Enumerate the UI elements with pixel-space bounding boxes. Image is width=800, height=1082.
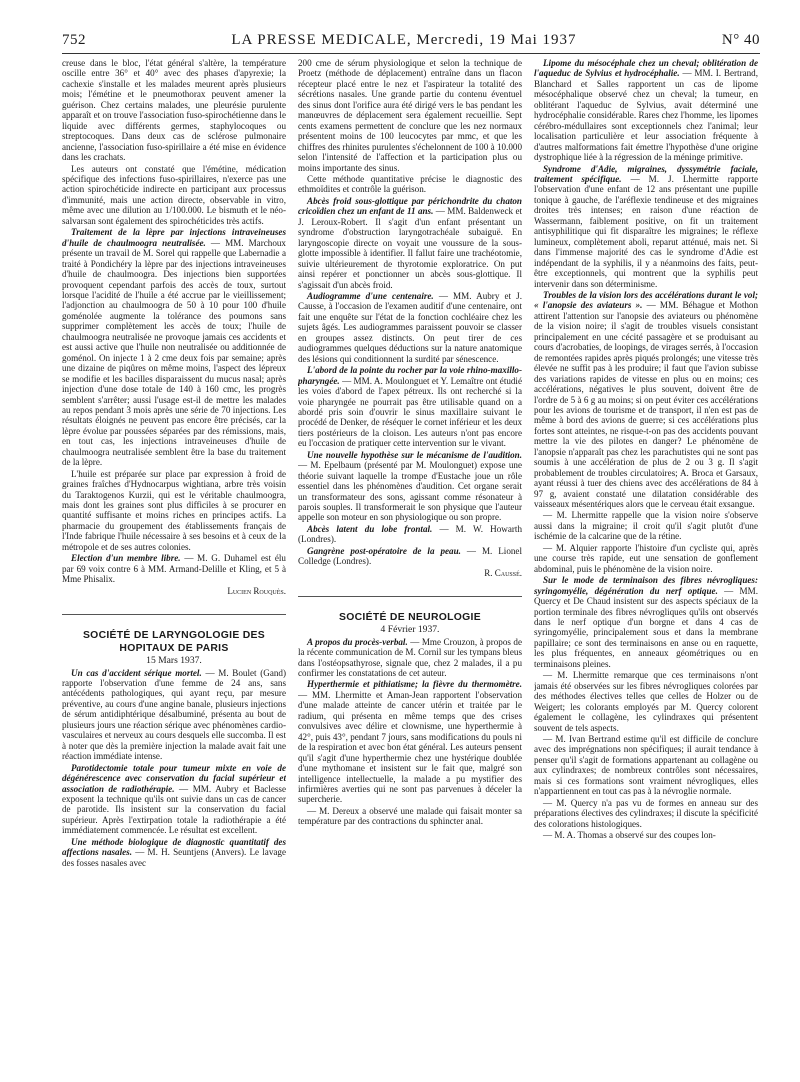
section-date: 15 Mars 1937. [146,655,202,667]
column-3 [534,58,758,1068]
communication [298,637,522,679]
paragraph: — M. Lhermitte rappelle que la vision noire s'observe aussi dans la migraine; il croit qu'il s'agit plutôt d'une ischémie de la calcarine que de la rétine. [534,510,758,542]
paragraph: creuse dans le bloc, l'état général s'altère, la température oscille entre 36° et 40° avec des phases d'apyrexie; la cachexie s'installe et les malades meurent après plusieurs mois; l'émétine et le pneumothorax peuvent amener la guérison. Chez certains malades, une pleurésie purulente apparaît et on trouve l'association fuso-spirochétienne dans le liquide avec différents germes, staphylocoques ou streptocoques. Dans deux cas de sclérose pulmonaire ancienne, l'association fuso-spirillaire a été mise en évidence dans les crachats. [62,58,286,163]
section-title: SOCIÉTÉ DE NEUROLOGIE [339,612,481,624]
communication-body: — MM. Aubry et J. Causse, à l'occasion de l'examen auditif d'une centenaire, ont fait une enquête sur l'état de la fonction cochléaire chez les sujets âgés. Les audiogrammes paraissent pouvoir se classer en groupes assez distincts. On peut tirer de ces audiogrammes quelques déductions sur la nature anatomique des lésions qui conditionnent la surdité par sénescence. [298,290,522,364]
paragraph: Cette méthode quantitative précise le diagnostic des ethmoïdites et contrôle la guérison. [298,173,522,195]
communication [298,196,522,290]
paragraph: — M. Quercy n'a pas vu de formes en anneau sur des préparations électives des cylindraxes; il discute la spécificité des colorations histologiques. [534,797,758,829]
column-2 [298,58,522,1068]
communication-body: — MM. Quercy et De Chaud insistent sur des aspects spéciaux de la portion terminale des fibres névrogliques qu'ils ont observés dans le nerf optique d'un borgne et dans 4 cas de syringomyélie, principalement sous et dans la membrane papillaire; ce sont des terminaisons en anse ou en raquette, les plus fréquentes, en anneaux géométriques ou en terminaisons pleines. [534,585,758,669]
communication-body: — MM. I. Bertrand, Blanchard et Salles rapportent un cas de lipome mésocéphalique observé chez un cheval; la tumeur, en oblitérant l'aqueduc de Sylvius, avait déterminé une hydrocéphalie considérable. Rares chez l'homme, les lipomes cérébro-médullaires sont exceptionnels chez l'animal; leur localisation particulière et leur association fréquente à d'autres malformations fait émettre l'hypothèse d'une origine dystrophique liée à la régression de la méninge primitive. [534,68,758,163]
communication [298,450,522,523]
communication-title: Abcès latent du lobe frontal. [307,523,433,534]
page-header [62,32,760,52]
article-columns [62,58,760,1068]
communication-body: — M. Lionel Colledge (Londres). [298,545,522,567]
communication [62,763,286,836]
communication-title: Parotidectomie totale pour tumeur mixte en voie de dégénérescence avec conservation du facial supérieur et association de radiothérapie. [62,762,286,794]
communication-title: Abcès froid sous-glottique par périchondrite du chaton cricoïdien chez un enfant de 11 ans. [298,195,522,217]
communication-body: — MM. A. Moulonguet et Y. Lemaître ont étudié les voies d'abord de l'apex pétreux. Ils ont recherché si la voie pharyngée ne pourrait pas être utilisable quand on a abordé pris soin d'ouvrir le sinus maxillaire suivant le procédé de Denker, de réséquer le cornet inférieur et les deux tiers postérieurs de la cloison. Les auteurs n'ont pas encore eu l'occasion de pratiquer cette intervention sur le vivant. [298,375,522,449]
paragraph: — M. A. Thomas a observé sur des coupes lon- [543,830,716,841]
paragraph: Les auteurs ont constaté que l'émétine, médication spécifique des infections fuso-spirillaires, n'exerce pas une action spirochéticide indirecte en participant aux processus d'immunité, mais une action directe, observable in vitro, même avec une dilution au 1/100.000. Le bismuth et le néo-salvarsan sont également des spirochéticides très actifs. [62,163,286,226]
column-1 [62,58,286,1068]
communication [534,58,758,163]
communication [298,365,522,449]
communication [534,164,758,289]
communication [298,291,522,364]
communication-title: A propos du procès-verbal. [307,636,408,647]
communication [534,575,758,669]
communication-title: Syndrome d'Adie, migraines, dyssymétrie faciale, traitement spécifique. [534,163,758,184]
communication-title: Sur le mode de terminaison des fibres névrogliques: syringomyélie, dégénération du nerf optique. [534,575,758,596]
communication-body: — MM. Béhague et Mothon attirent l'attention sur l'anopsie des aviateurs ou phénomène de la vision noire; il s'agit de troubles visuels consistant principalement en une cécité passagère et se produisant au cours d'acrobaties, de loopings, de virages serrés, à l'occasion de remontées rapides après piqués prolongés; une vitesse très élevée ne suffit pas à les produire; il faut que l'avion subisse des variations rapides de vitesse en plus ou en moins; ces accélérations, négatives le plus souvent, doivent être de l'ordre de 5 à 6 g au moins; si on peut éviter ces accélérations pour les avions de tourisme et de transport, il n'en est pas de même à bord des avions de guerre; si ces accélérations plus fortes sont atteintes, ne risque-t-on pas des accidents pouvant mettre la vie des pilotes en danger? Le phénomène de l'anopsie n'apparaît pas chez les parachutistes qui ne sont pas soumis à une accélération de plus de 2 ou 3 g. Il s'agit probablement de troubles circulatoires; A. Broca et Garsaux, ayant réussi à tuer des chiens avec des accélérations de 84 à 97 g, avaient constaté une dilatation considérable des vaisseaux mésentériques alors que le cerveau était exsangue. [534,300,758,510]
communication [534,290,758,510]
communication-title: Audiogramme d'une centenaire. [307,290,434,301]
paragraph: — M. Ivan Bertrand estime qu'il est difficile de conclure avec des imprégnations non spécifiques; il aurait tendance à penser qu'il s'agit de formations appartenant au collagène ou aux cylindraxes; de nombreux contrôles sont nécessaires, mais si ces formations sont vraiment névrogliques, elles n'appartiennent en tout cas pas à la névroglie normale. [534,734,758,797]
section-title: SOCIÉTÉ DE LARYNGOLOGIE DES HOPITAUX DE PARIS [82,630,266,655]
communication-body: — MM. Baldenweck et J. Leroux-Robert. Il s'agit d'un enfant présentant un syndrome d'obstruction laryngotrachéale subaiguë. En laryngoscopie directe on voyait une voussure de la sous-glotte impossible à identifier. Il fallut faire une trachéotomie, suivie ultérieurement de thyrotomie exploratrice. On put ainsi repérer et ponctionner un abcès sous-glottique. Il s'agissait d'un abcès froid. [298,206,522,290]
paragraph: L'huile est préparée sur place par expression à froid de graines fraîches d'Hydnocarpus wightiana, arbre très voisin du Taraktogenos Kurzii, qui est le véritable chaulmoogra, mais dont les graines sont plus difficiles à se procurer en quantité suffisante et moins riches en principes actifs. La pharmacie du groupement des établissements français de l'Inde fabrique l'huile nécessaire à ses besoins et à ceux de la métropole et de ses autres colonies. [62,468,286,552]
communication-body: — M. J. Lhermitte rapporte l'observation d'une enfant de 12 ans présentant une pupille tonique à gauche, de l'aréflexie tendineuse et des migraines droites très intenses; en raison d'une réaction de Wassermann, faiblement positive, on fit un traitement antisyphilitique qui fit disparaître les migraines; le réflexe lumineux, complètement aboli, reparut atténué, mais net. Si dans l'immense majorité des cas le syndrome d'Adie est indépendant de la syphilis, il y a néanmoins des faits, peut-être exceptionnels, qui montrent que la syphilis peut intervenir dans son déterminisme. [534,173,758,289]
communication-body: — MM. Lhermitte et Aman-Jean rapportent l'observation d'une malade atteinte de cancer utérin et traitée par le radium, qui présenta en même temps que des crises convulsives avec délire et clownisme, une hyperthermie à 42°, puis 43°, pendant 7 jours, sans modifications du pouls ni de la respiration et avec bon état général. Les auteurs pensent qu'il s'agit d'une hyperthermie chez une hystérique doublée d'une mythomane et insistent sur le fait que, malgré son intelligence intellectuelle, la malade a pu mystifier des infirmières averties qui ne sont pas parvenues à déceler la supercherie. [298,689,522,805]
communication [62,837,286,868]
communication-title: Lipome du mésocéphale chez un cheval; oblitération de l'aqueduc de Sylvius et hydrocéphalie. [534,58,758,79]
paragraph: — M. Dereux a observé une malade qui faisait monter sa température par des contractions du sphincter anal. [298,805,522,827]
paragraph: 200 cme de sérum physiologique et selon la technique de Proetz (méthode de déplacement) entraîne dans un flacon récepteur placé entre le nez et l'aspirateur la totalité des sécrétions nasales. Une grande partie du contenu éventuel des sinus dont l'orifice aura été dirigé vers le bas pendant les manœuvres de déplacement sera également recueillie. Sept cents examens permettent de conclure que les nez normaux présentent moins de 100 leucocytes par mmc, et que les chiffres des rhinites purulentes s'échelonnent de 100 à 10.000 selon l'intensité de l'affection et la participation plus ou moins importante des sinus. [298,58,522,173]
communication-title: Hyperthermie et pithiatisme; la fièvre du thermomètre. [307,679,522,690]
communication-title: Une méthode biologique de diagnostic quantitatif des affections nasales. [62,836,286,858]
communication-body: — M. Epelbaum (présenté par M. Moulonguet) expose une théorie suivant laquelle la trompe d'Eustache joue un rôle essentiel dans les phénomènes d'audition. Cet organe serait un transformateur des sons, agissant comme résonateur à parois souples. Il transformerait le son physique que l'auteur appelle son moteur en son physiologique ou son propre. [298,460,522,523]
communication-body: — M. Boulet (Gand) rapporte l'observation d'une femme de 24 ans, sans antécédents pathologiques, qui ayant reçu, par mesure préventive, au cours d'une angine banale, plusieurs injections de sérum antidiphtérique désalbuminé, présenta au bout de plusieurs jours une réaction sérique avec phénomènes cardio-vasculaires et nerveux au cours desquels elle succomba. Il est à noter que dès la première injection la malade avait fait une réaction immédiate intense. [62,667,286,762]
signature: R. Caussé. [484,567,522,578]
section-date: 4 Février 1937. [380,624,440,636]
communication-body: qui rappelle que Labernadie a traité à Pondichéry la lèpre par des injections intraveineuses d'huile de chaulmoogra. Des injections bien supportées provoquent cependant parfois des accès de toux, surtout lorsque l'acidité de l'huile a été accrue par le vieillissement; l'adjonction au chaulmoogra de 50 à 10 pour 100 d'huile goménolée augmente la tolérance des poumons sans supprimer complètement les accès de toux; l'huile de chaulmoogra neutralisée ne provoque jamais ces accidents et est aussi active que l'huile non neutralisée ou additionnée de goménol. On injecte 1 à 2 cme deux fois par semaine; après une dizaine de piqûres on même moins, l'aspect des lépreux se modifie et les bacilles disparaissent du mucus nasal; après injection d'une dose totale de 140 à 160 cmc, les progrès semblent s'arrêter; aussi l'usage est-il de mettre les malades au repos pendant 3 mois après une série de 70 injections. Les résultats éloignés ne peuvent pas encore être précisés, car la lèpre évolue par poussées séparées par des rémissions, mais, en tout cas, les injections intraveineuses d'huile de chaulmoogra neutralisée semblent être la base du traitement de la lèpre. [62,248,286,468]
issue-number: N° 40 [721,32,760,48]
signature: Lucien Rouquès. [227,585,286,596]
paragraph: — M. Alquier rapporte l'histoire d'un cycliste qui, après une course très rapide, eut une sensation de gonflement abdominal, puis le phénomène de la vision noire. [534,542,758,574]
journal-title: LA PRESSE MEDICALE, Mercredi, 19 Mai 1937 [231,32,577,48]
communication-title: Troubles de la vision lors des accélérations durant le vol; « l'anopsie des aviateurs ». [534,289,758,311]
communication-body: — M. H. Seuntjens (Anvers). Le lavage des fosses nasales avec [62,847,286,868]
communication [298,524,522,545]
communication-authors: — MM. Marchoux présente un travail de M. Sorel [62,237,286,259]
header-rule [62,53,760,54]
communication-title: Traitement de la lèpre par injections intraveineuses d'huile de chaulmoogra neutralisée. [62,227,286,248]
section-divider [298,596,522,597]
communication [62,227,286,467]
communication-body: — M. W. Howarth (Londres). [298,523,522,545]
communication-body: — M. G. Duhamel est élu par 69 voix contre 6 à MM. Armand-Delille et Kling, et 5 à Mme Phisalix. [62,553,286,585]
communication-body: — MM. Aubry et Baclesse exposent la technique qu'ils ont suivie dans un cas de cancer de parotide. Ils insistent sur la conservation du facial supérieur. Après l'extirpation totale la radiothérapie a été immédiatement commencée. Le résultat est excellent. [62,783,286,836]
communication [298,679,522,804]
section-divider [62,614,286,615]
page-number: 752 [62,32,86,48]
communication-title: Election d'un membre libre. [71,553,181,564]
communication-title: Une nouvelle hypothèse sur le mécanisme de l'audition. [307,449,522,460]
communication-title: Gangrène post-opératoire de la peau. [307,545,461,556]
communication-title: L'abord de la pointe du rocher par la voie rhino-maxillo-pharyngée. [298,365,522,386]
communication [62,553,286,584]
paragraph: — M. Lhermitte remarque que ces terminaisons n'ont jamais été observées sur les fibres névrogliques colorées par des méthodes électives telles que celles de Holzer ou de Weigert; les colorants employés par M. Quercy colorent également le collagène, les cylindraxes qui présentent souvent de tels aspects. [534,670,758,733]
communication-title: Un cas d'accident sérique mortel. [71,667,202,678]
communication [62,668,286,762]
communication-body: — Mme Crouzon, à propos de la récente communication de M. Cornil sur les tympans bleus dans l'ostéopsathyrose, signale que, chez 2 malades, il a pu confirmer les constatations de cet auteur. [298,636,522,679]
communication [298,546,522,567]
